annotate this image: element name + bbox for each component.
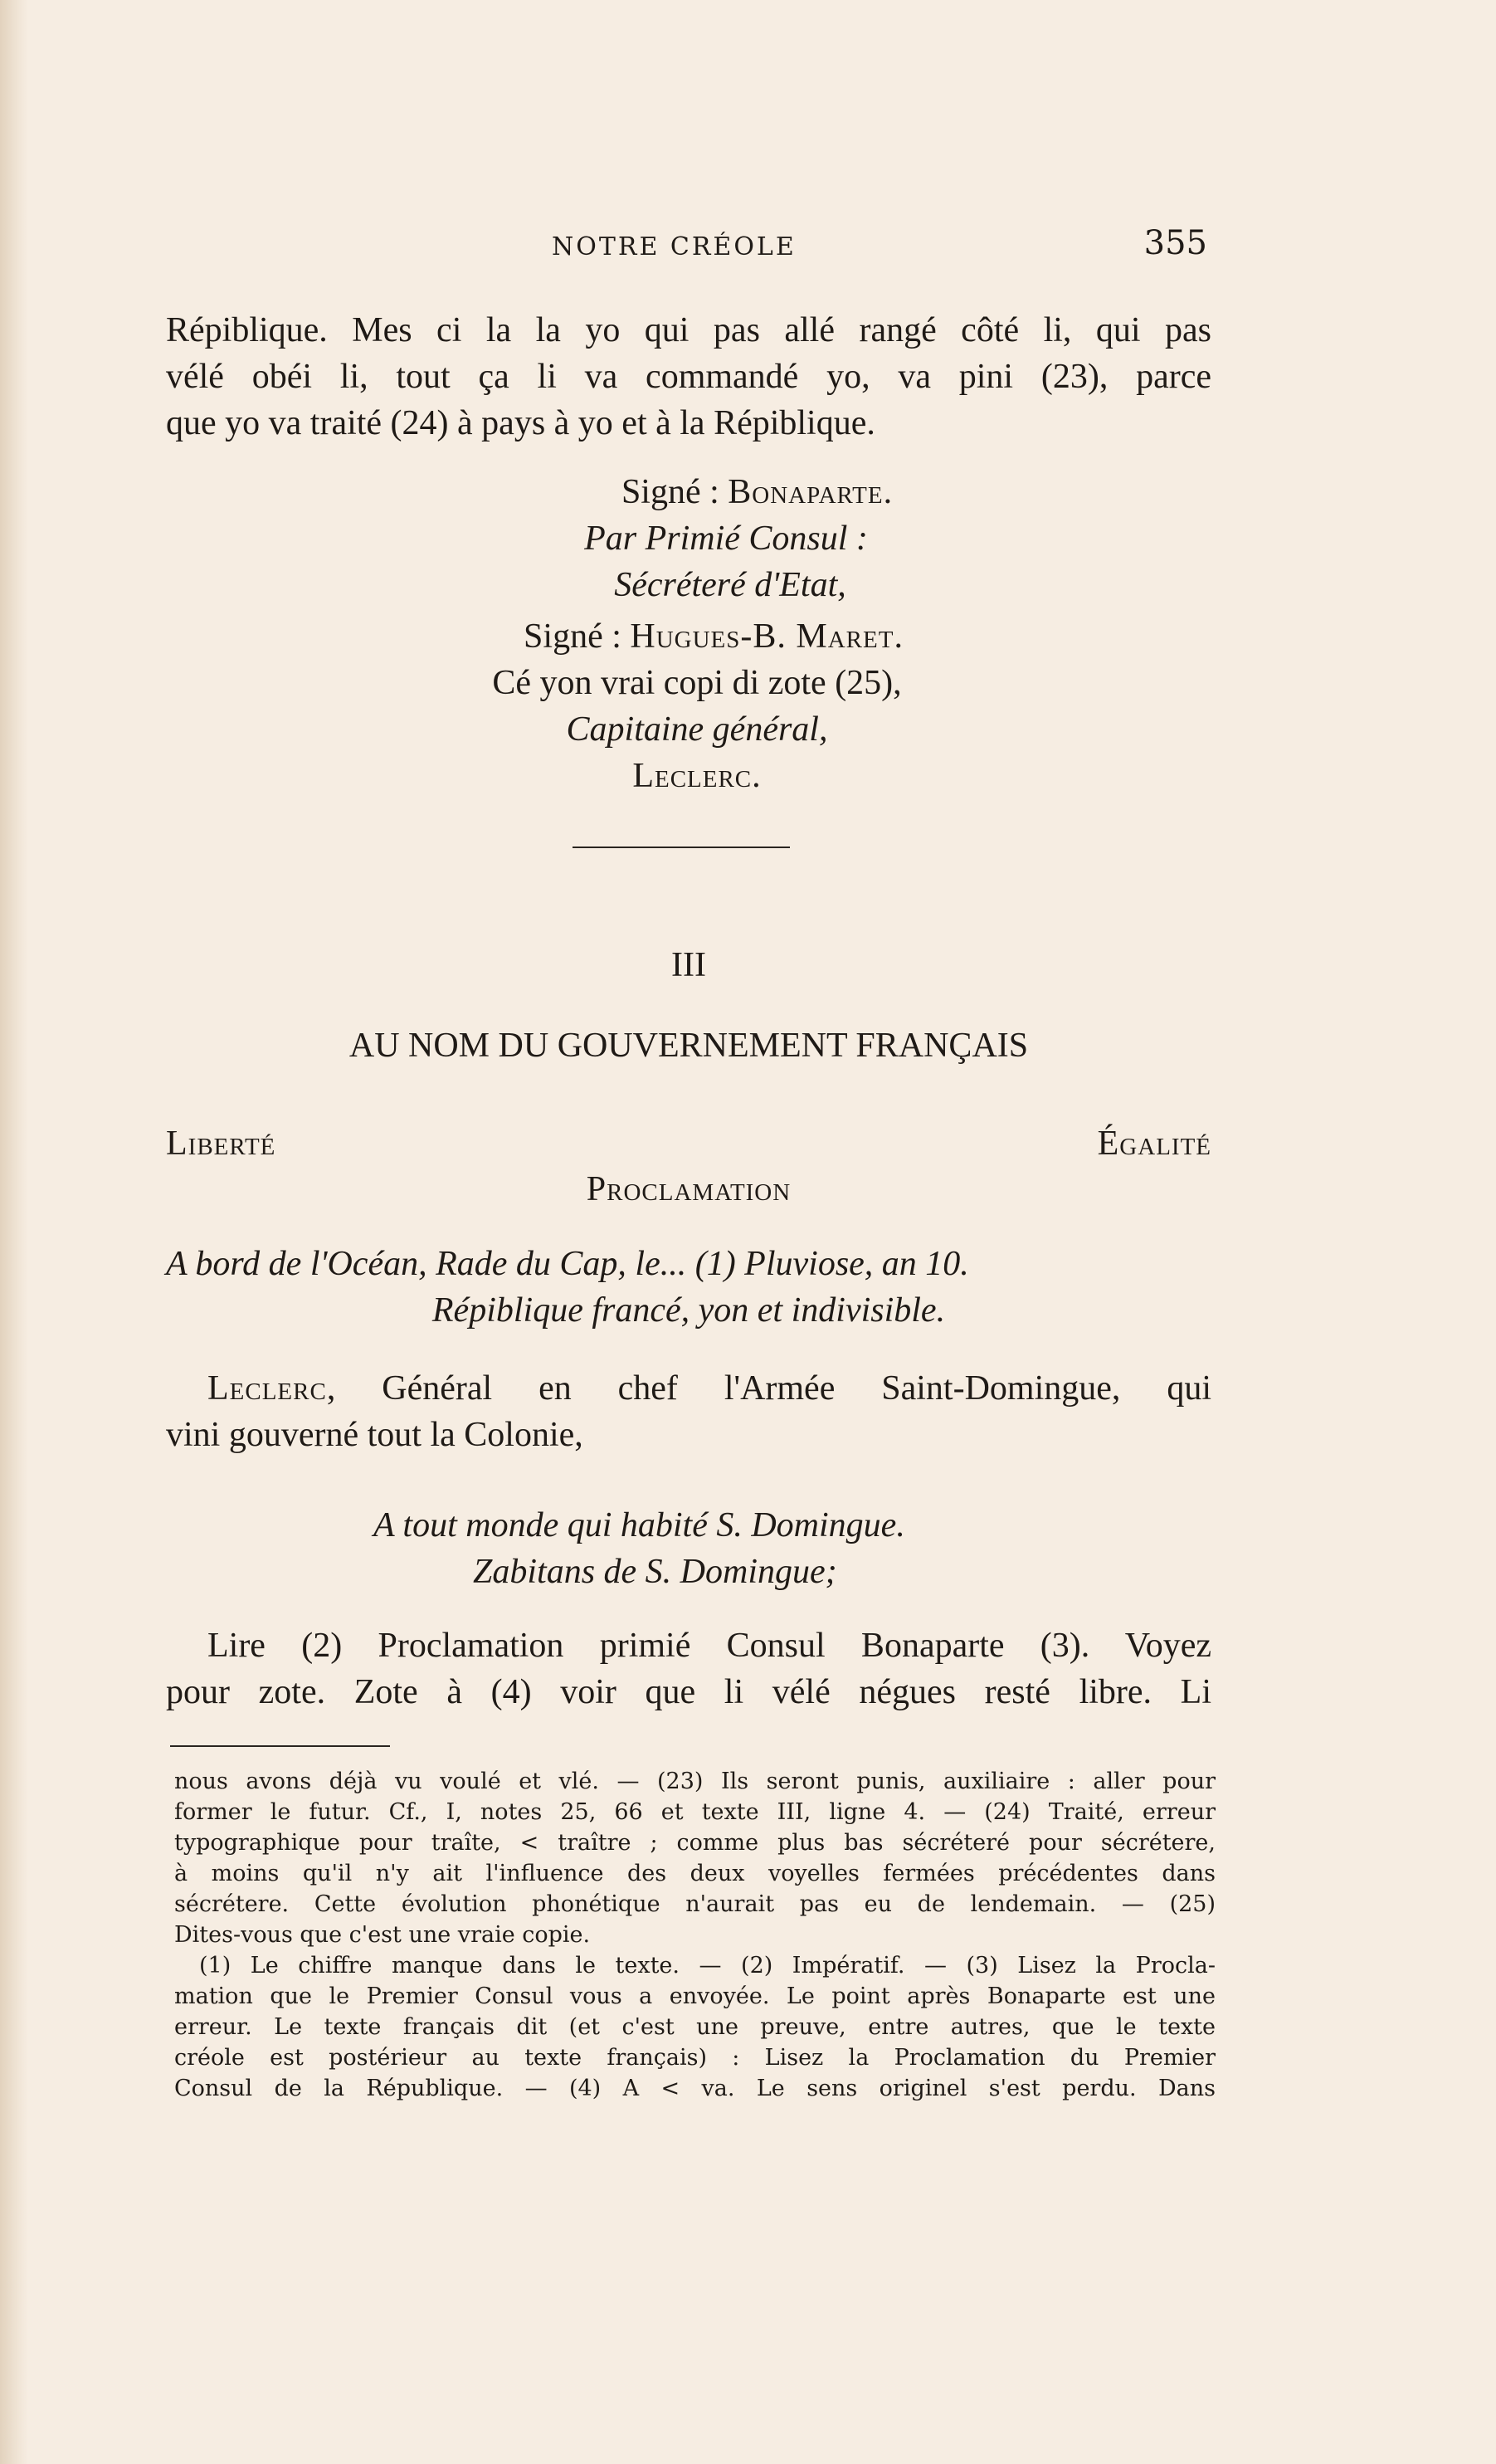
signed-prefix: Signé :	[524, 617, 631, 656]
footnote-line: typographique pour traîte, < traître ; comme plus bas sécréteré pour sécrétere,	[174, 1830, 1216, 1856]
primie-consul-line: Par Primié Consul :	[584, 520, 868, 558]
footnote-line: sécrétere. Cette évolution phonétique n'aurait pas eu de lendemain. — (25)	[174, 1891, 1216, 1917]
section-title: AU NOM DU GOUVERNEMENT FRANÇAIS	[348, 1027, 1029, 1065]
text-line	[166, 1365, 1211, 1412]
leclerc-paragraph	[166, 1365, 1211, 1458]
leclerc-signature: Leclerc.	[632, 757, 762, 795]
section-number: III	[671, 946, 706, 984]
footnote-line: Consul de la République. — (4) A < va. Le sens originel s'est perdu. Dans	[174, 2076, 1216, 2101]
address-line: A tout monde qui habité S. Domingue.	[373, 1506, 905, 1544]
page-number: 355	[1143, 224, 1207, 262]
text-line: Lire (2) Proclamation primié Consul Bonaparte (3). Voyez	[207, 1627, 1211, 1665]
footnote-line: mation que le Premier Consul vous a envoyée. Le point après Bonaparte est une	[174, 1983, 1216, 2009]
copi-line: Cé yon vrai copi di zote (25),	[492, 664, 902, 702]
footnote-rule	[170, 1745, 390, 1747]
footnote-line: former le futur. Cf., I, notes 25, 66 et texte III, ligne 4. — (24) Traité, erreur	[174, 1799, 1216, 1825]
section-divider	[573, 847, 790, 848]
signer-name: Hugues-B. Maret.	[630, 617, 904, 656]
signature-maret	[166, 613, 1211, 660]
intro-paragraph	[166, 307, 1211, 446]
text-fragment: , Général en chef l'Armée Saint-Domingue, qui	[326, 1369, 1211, 1408]
signed-prefix: Signé :	[621, 473, 729, 511]
running-title: NOTRE CRÉOLE	[552, 232, 797, 261]
footnote-line: erreur. Le texte français dit (et c'est une preuve, entre autres, que le texte	[174, 2014, 1216, 2040]
text-line: vini gouverné tout la Colonie,	[166, 1416, 583, 1454]
bord-line: A bord de l'Océan, Rade du Cap, le... (1) Pluviose, an 10.	[166, 1245, 969, 1283]
signature-block	[166, 469, 1211, 799]
final-paragraph	[166, 1622, 1211, 1715]
text-line: vélé obéi li, tout ça li va commandé yo, va pini (23), parce	[166, 358, 1211, 396]
capitaine-line: Capitaine général,	[566, 710, 828, 749]
text-line: que yo va traité (24) à pays à yo et à la Répiblique.	[166, 404, 875, 442]
proclamation-heading: Proclamation	[586, 1170, 792, 1208]
text-line: pour zote. Zote à (4) voir que li vélé négues resté libre. Li	[166, 1673, 1211, 1711]
footnote-line: (1) Le chiffre manque dans le texte. — (2) Impératif. — (3) Lisez la Procla-	[199, 1953, 1216, 1979]
footnotes	[174, 1766, 1216, 2104]
address-block	[166, 1502, 1211, 1595]
footnote-line: créole est postérieur au texte français) : Lisez la Proclamation du Premier	[174, 2045, 1216, 2071]
running-header	[170, 224, 1207, 274]
signer-name: Bonaparte.	[728, 473, 894, 511]
footnote-line: à moins qu'il n'y ait l'influence des deux voyelles fermées précédentes dans	[174, 1861, 1216, 1886]
liberte-label: Liberté	[166, 1125, 276, 1163]
footnote-line: Dites-vous que c'est une vraie copie.	[174, 1922, 591, 1948]
republique-line: Répiblique francé, yon et indivisible.	[431, 1291, 946, 1330]
text-line: Répiblique. Mes ci la la yo qui pas allé rangé côté li, qui pas	[166, 311, 1211, 349]
address-line: Zabitans de S. Domingue;	[473, 1553, 837, 1591]
dateline-block	[166, 1241, 1211, 1334]
secretere-line: Sécréteré d'Etat,	[614, 566, 846, 604]
signature-bonaparte	[166, 469, 1211, 515]
egalite-label: Égalité	[1097, 1125, 1211, 1163]
footnote-line: nous avons déjà vu voulé et vlé. — (23) Ils seront punis, auxiliaire : aller pour	[174, 1769, 1216, 1794]
leclerc-name: Leclerc	[207, 1369, 327, 1408]
